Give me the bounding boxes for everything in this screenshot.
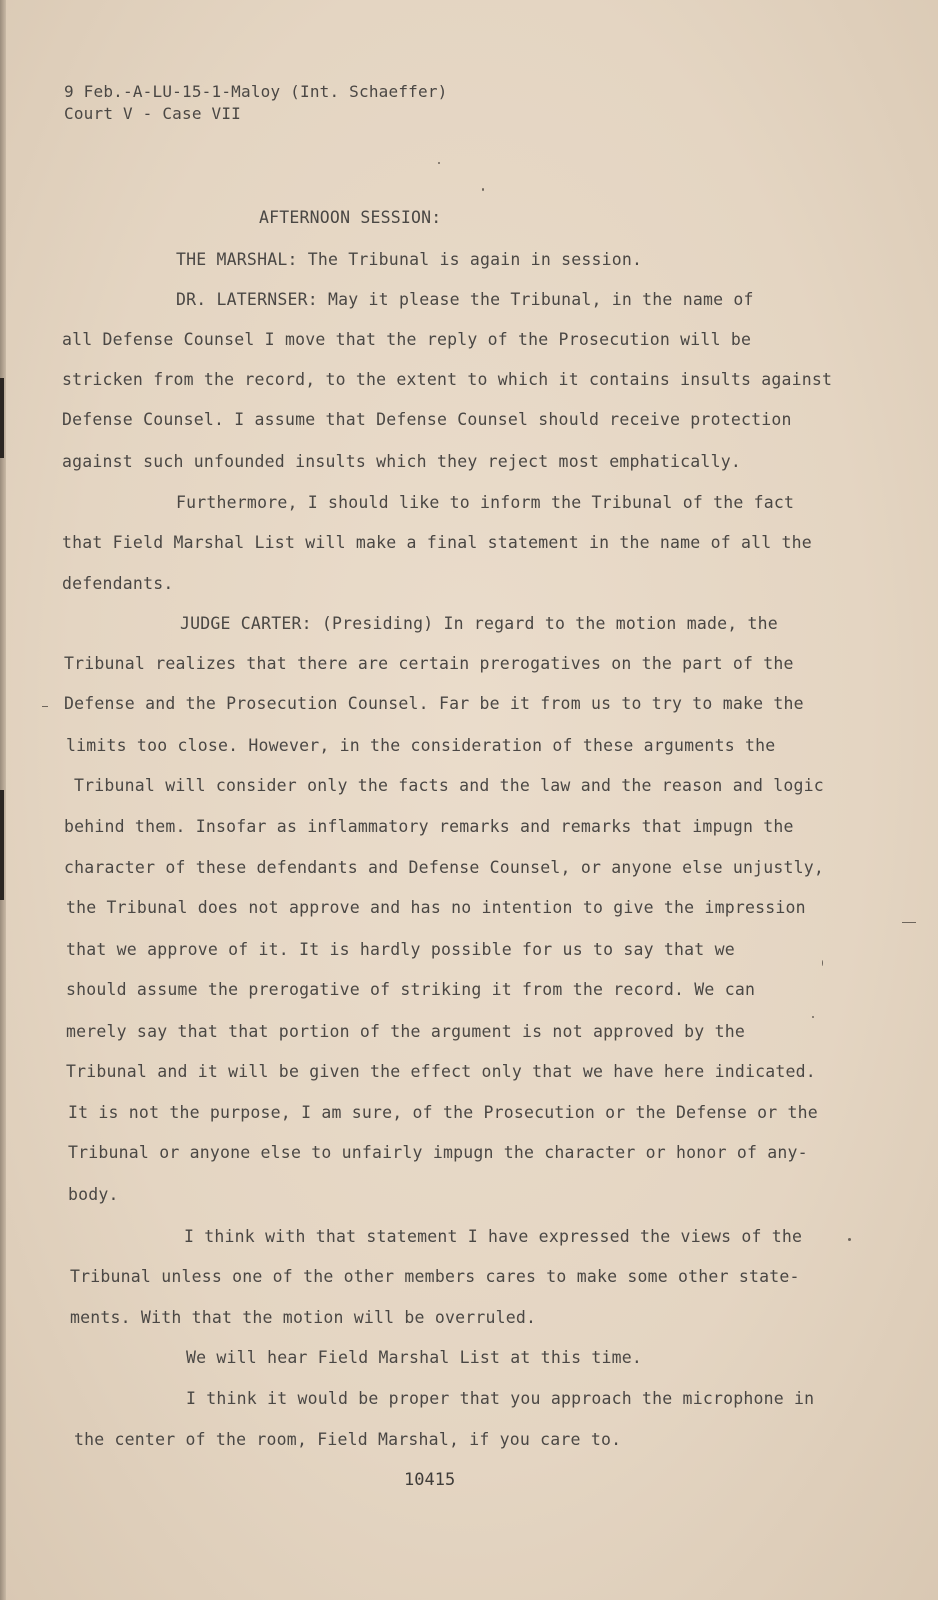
text-line: the center of the room, Field Marshal, if you care to.	[74, 1430, 622, 1449]
paper-speck	[822, 960, 823, 966]
text-line: that we approve of it. It is hardly possible for us to say that we	[66, 940, 735, 959]
text-line: behind them. Insofar as inflammatory remarks and remarks that impugn the	[64, 817, 794, 836]
paper-speck	[42, 706, 48, 707]
page-number: 10415	[404, 1470, 456, 1490]
header-reference-line: 9 Feb.-A-LU-15-1-Maloy (Int. Schaeffer)	[64, 82, 448, 101]
text-line: I think it would be proper that you approach the microphone in	[186, 1389, 815, 1408]
session-title: AFTERNOON SESSION:	[259, 208, 442, 227]
text-line: the Tribunal does not approve and has no intention to give the impression	[66, 898, 806, 917]
text-line: stricken from the record, to the extent to which it contains insults against	[62, 370, 833, 389]
text-line: defendants.	[62, 574, 174, 593]
paper-speck	[902, 922, 916, 923]
text-line: Defense Counsel. I assume that Defense Counsel should receive protection	[62, 410, 792, 429]
text-line: character of these defendants and Defense Counsel, or anyone else unjustly,	[64, 858, 825, 877]
text-line: Tribunal will consider only the facts and the law and the reason and logic	[74, 776, 824, 795]
text-line: that Field Marshal List will make a final statement in the name of all the	[62, 533, 812, 552]
text-line: Tribunal and it will be given the effect only that we have here indicated.	[66, 1062, 816, 1081]
text-line: JUDGE CARTER: (Presiding) In regard to the motion made, the	[180, 614, 778, 633]
paper-speck	[812, 1016, 814, 1018]
text-line: DR. LATERNSER: May it please the Tribunal, in the name of	[176, 290, 754, 309]
text-line: all Defense Counsel I move that the reply of the Prosecution will be	[62, 330, 752, 349]
text-line: I think with that statement I have expressed the views of the	[184, 1227, 803, 1246]
text-line: Defense and the Prosecution Counsel. Far be it from us to try to make the	[64, 694, 804, 713]
text-line: It is not the purpose, I am sure, of the Prosecution or the Defense or the	[68, 1103, 818, 1122]
text-line: against such unfounded insults which they reject most emphatically.	[62, 452, 741, 471]
header-court-line: Court V - Case VII	[64, 104, 241, 123]
text-line: should assume the prerogative of striking it from the record. We can	[66, 980, 756, 999]
paper-speck	[848, 1238, 851, 1241]
text-line: body.	[68, 1185, 119, 1204]
text-line: Tribunal or anyone else to unfairly impugn the character or honor of any-	[68, 1143, 808, 1162]
text-line: Tribunal realizes that there are certain prerogatives on the part of the	[64, 654, 794, 673]
text-line: Furthermore, I should like to inform the Tribunal of the fact	[176, 493, 795, 512]
edge-mark	[0, 790, 4, 900]
paper-speck	[438, 162, 440, 164]
paper-speck	[482, 188, 484, 191]
text-line: merely say that that portion of the argument is not approved by the	[66, 1022, 745, 1041]
text-line: We will hear Field Marshal List at this time.	[186, 1348, 643, 1367]
text-line: THE MARSHAL: The Tribunal is again in session.	[176, 250, 643, 269]
text-line: ments. With that the motion will be overruled.	[70, 1308, 537, 1327]
text-line: Tribunal unless one of the other members cares to make some other state-	[70, 1267, 800, 1286]
edge-mark	[0, 378, 4, 458]
text-line: limits too close. However, in the consideration of these arguments the	[66, 736, 776, 755]
